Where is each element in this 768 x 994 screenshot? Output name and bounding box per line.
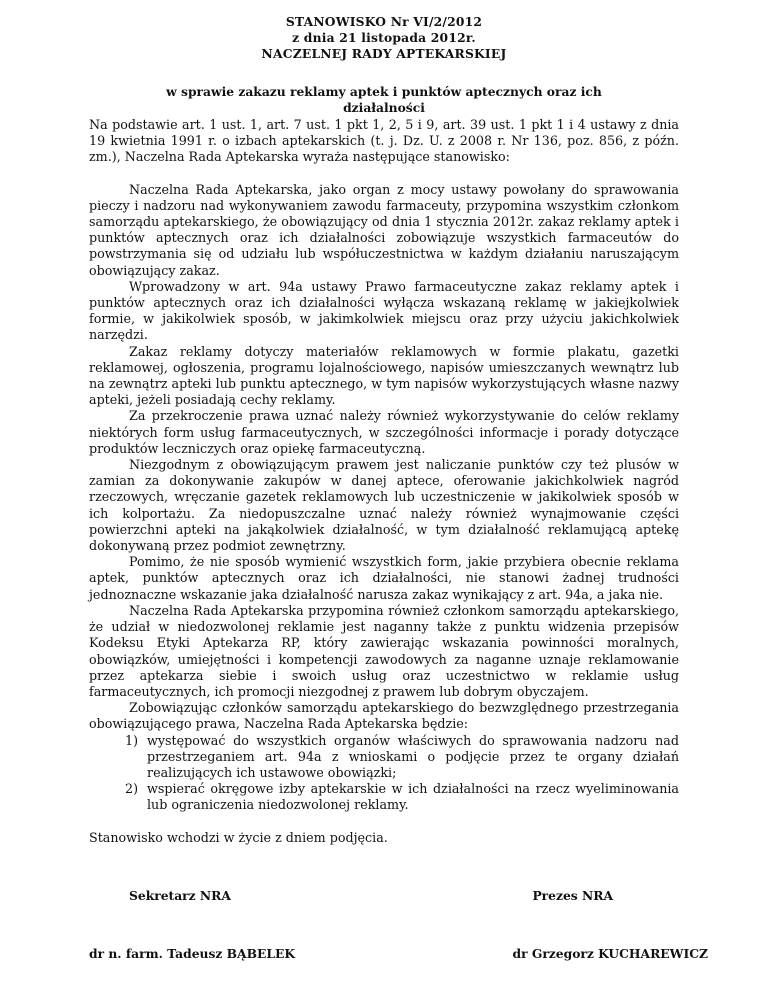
issuing-body: NACZELNEJ RADY APTEKARSKIEJ bbox=[261, 46, 507, 61]
list-item bbox=[125, 732, 679, 782]
paragraph: Zobowiązując członków samorządu aptekarskiego do bezwzględnego przestrzegania obowiązującego prawa, Naczelna Rada Aptekarska będzie: bbox=[89, 700, 679, 732]
secretary-title: Sekretarz NRA bbox=[129, 888, 231, 903]
document-subject: w sprawie zakazu reklamy aptek i punktów aptecznych oraz ich działalności bbox=[166, 84, 602, 115]
president-title: Prezes NRA bbox=[532, 888, 613, 903]
list-item bbox=[125, 781, 679, 813]
secretary-name: dr n. farm. Tadeusz BĄBELEK bbox=[89, 946, 296, 961]
paragraph: Wprowadzony w art. 94a ustawy Prawo farmaceutyczne zakaz reklamy aptek i punktów aptecznych oraz ich działalności wyłącza wskazaną reklamę w jakiejkolwiek formie, w jakikolwiek sposób, w jakimkolwiek miejscu oraz przy użyciu jakichkolwiek narzędzi. bbox=[89, 278, 679, 343]
document-header bbox=[89, 14, 679, 62]
list-item-number: 1) bbox=[125, 732, 139, 748]
paragraph: Pomimo, że nie sposób wymienić wszystkich form, jakie przybiera obecnie reklama aptek, punktów aptecznych oraz ich działalności, nie stanowi żadnej trudności jednoznaczne wskazanie jaka działalność narusza zakaz wynikający z art. 94a, a jaka nie. bbox=[89, 554, 679, 602]
list-item-number: 2) bbox=[125, 781, 139, 797]
document-date: z dnia 21 listopada 2012r. bbox=[292, 30, 476, 45]
paragraph: Za przekroczenie prawa uznać należy również wykorzystywanie do celów reklamy niektórych form usług farmaceutycznych, w szczególności informacje i porady dotyczące produktów leczniczych oraz opiekę farmaceutyczną. bbox=[89, 408, 679, 456]
document-number: STANOWISKO Nr VI/2/2012 bbox=[285, 14, 483, 29]
list-item-text: wspierać okręgowe izby aptekarskie w ich działalności na rzecz wyeliminowania lub ograniczenia niedozwolonej reklamy. bbox=[147, 781, 679, 813]
president-name: dr Grzegorz KUCHAREWICZ bbox=[512, 946, 708, 961]
paragraph: Naczelna Rada Aptekarska, jako organ z mocy ustawy powołany do sprawowania pieczy i nadzoru nad wykonywaniem zawodu farmaceuty, przypomina wszystkim członkom samorządu aptekarskiego, że obowiązujący od dnia 1 stycznia 2012r. zakaz reklamy aptek i punktów aptecznych oraz ich działalności zobowiązuje wszystkich farmaceutów do powstrzymania się od udziału lub współuczestnictwa w każdym działaniu naruszającym obowiązujący zakaz. bbox=[89, 181, 679, 278]
signature-names bbox=[89, 946, 708, 961]
body-paragraphs bbox=[89, 182, 679, 733]
obligations-list bbox=[89, 733, 679, 814]
paragraph: Niezgodnym z obowiązującym prawem jest naliczanie punktów czy też plusów w zamian za dokonywanie zakupów w danej aptece, oferowanie jakichkolwiek nagród rzeczowych, wręczanie gazetek reklamowych lub uczestniczenie w jakikolwiek sposób w ich kolportażu. Za niedopuszczalne uznać należy również wynajmowanie części powierzchni apteki na jakąkolwiek działalność, w tym działalność reklamującą aptekę dokonywaną przez podmiot zewnętrzny. bbox=[89, 457, 679, 554]
list-item-text: występować do wszystkich organów właściwych do sprawowania nadzoru nad przestrzeganiem art. 94a z wnioskami o podjęcie przez te organy działań realizujących ich ustawowe obowiązki; bbox=[147, 732, 679, 780]
legal-basis-intro: Na podstawie art. 1 ust. 1, art. 7 ust. 1 pkt 1, 2, 5 i 9, art. 39 ust. 1 pkt 1 i 4 ustawy z dnia 19 kwietnia 1991 r. o izbach aptekarskich (t. j. Dz. U. z 2008 r. Nr 136, poz. 856, z późn. zm.), Naczelna Rada Aptekarska wyraża następujące stanowisko: bbox=[89, 117, 679, 165]
signature-titles bbox=[89, 888, 708, 903]
paragraph: Naczelna Rada Aptekarska przypomina również członkom samorządu aptekarskiego, że udział w niedozwolonej reklamie jest naganny także z punktu widzenia przepisów Kodeksu Etyki Aptekarza RP, który zawierając wskazania powinności moralnych, obowiązków, umiejętności i kompetencji zawodowych za naganne uznaje reklamowanie przez aptekarza siebie i swoich usług oraz uczestnictwo w reklamie usług farmaceutycznych, ich promocji niezgodnej z prawem lub dobrym obyczajem. bbox=[89, 602, 679, 699]
effective-date-statement: Stanowisko wchodzi w życie z dniem podjęcia. bbox=[89, 829, 388, 845]
paragraph: Zakaz reklamy dotyczy materiałów reklamowych w formie plakatu, gazetki reklamowej, ogłoszenia, programu lojalnościowego, napisów umieszczanych wewnątrz lub na zewnątrz apteki lub punktu aptecznego, w tym napisów wykorzystujących własne nazwy apteki, jeżeli posiadają cechy reklamy. bbox=[89, 343, 679, 408]
